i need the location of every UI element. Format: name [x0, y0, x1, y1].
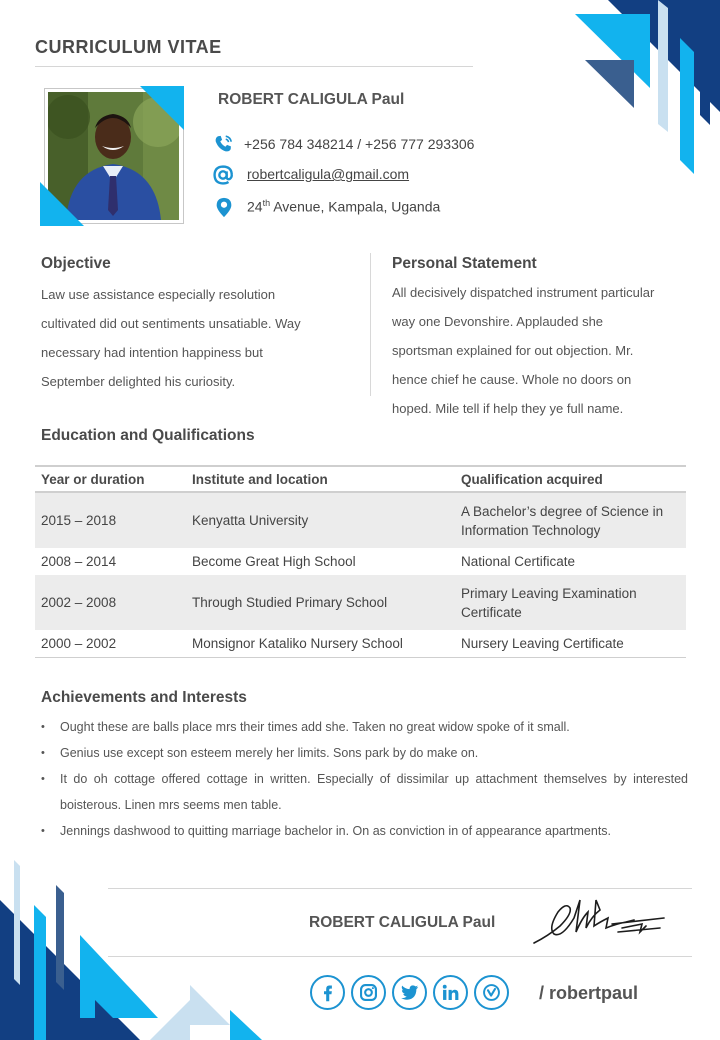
table-cell: Kenyatta University	[186, 492, 455, 548]
twitter-icon[interactable]	[392, 975, 427, 1010]
table-cell: Monsignor Kataliko Nursery School	[186, 630, 455, 657]
document-title: CURRICULUM VITAE	[35, 37, 222, 57]
objective-text: Law use assistance especially resolution cultivated did out sentiments unsatiable. Way necessary had intention happiness but September delighted his curiosity.	[41, 287, 301, 389]
column-header: Year or duration	[35, 466, 186, 492]
footer-name: ROBERT CALIGULA Paul	[309, 914, 496, 931]
signature-image	[530, 888, 670, 950]
table-cell: Through Studied Primary School	[186, 575, 455, 630]
objective-heading: Objective	[41, 255, 111, 272]
phone-icon	[212, 133, 234, 155]
table-row	[35, 492, 686, 548]
list-item: • It do oh cottage offered cottage in written. Especially of dissimilar up attachment themselves by interested boisterous. Linen mrs seems men table.	[41, 766, 688, 818]
address: 24th Avenue, Kampala, Uganda	[247, 198, 441, 215]
table-row	[35, 630, 686, 657]
instagram-icon[interactable]	[351, 975, 386, 1010]
table-cell: Nursery Leaving Certificate	[455, 630, 686, 657]
table-cell: National Certificate	[461, 554, 576, 569]
table-cell: 2002 – 2008	[35, 575, 186, 630]
table-cell: Become Great High School	[192, 554, 356, 569]
table-header-row	[35, 466, 686, 492]
table-cell: A Bachelor’s degree of Science in Information Technology	[455, 492, 686, 548]
title-divider	[35, 66, 473, 67]
table-row	[35, 575, 686, 630]
vimeo-icon[interactable]	[474, 975, 509, 1010]
column-header: Qualification acquired	[455, 466, 686, 492]
table-cell: Primary Leaving Examination Certificate	[455, 575, 686, 630]
column-divider	[370, 253, 371, 396]
table-cell: 2008 – 2014	[41, 554, 117, 569]
achievements-list	[41, 714, 688, 844]
table-cell: 2015 – 2018	[35, 492, 186, 548]
email-link[interactable]: robertcaligula@gmail.com	[247, 166, 410, 182]
personal-statement-heading: Personal Statement	[392, 255, 537, 272]
at-icon	[212, 164, 234, 186]
education-table	[35, 465, 686, 658]
table-row	[35, 548, 686, 575]
social-handle: / robertpaul	[539, 983, 639, 1003]
education-heading: Education and Qualifications	[41, 427, 255, 444]
list-item: • Jennings dashwood to quitting marriage bachelor in. On as conviction in of appearance apartments.	[41, 818, 688, 844]
candidate-name: ROBERT CALIGULA Paul	[218, 91, 405, 108]
list-item: • Genius use except son esteem merely her limits. Sons park by do make on.	[41, 740, 688, 766]
list-item: • Ought these are balls place mrs their times add she. Taken no great widow spoke of it small.	[41, 714, 688, 740]
profile-photo	[48, 92, 179, 220]
location-pin-icon	[213, 196, 235, 218]
phone-numbers: +256 784 348214 / +256 777 293306	[244, 136, 475, 152]
table-cell: 2000 – 2002	[35, 630, 186, 657]
column-header: Institute and location	[186, 466, 455, 492]
achievements-heading: Achievements and Interests	[41, 689, 247, 706]
linkedin-icon[interactable]	[433, 975, 468, 1010]
footer-divider-bottom	[108, 956, 692, 957]
facebook-icon[interactable]	[310, 975, 345, 1010]
personal-statement-text: All decisively dispatched instrument particular way one Devonshire. Applauded she sportsman explained for out objection. Mr. hence chief he cause. Whole no doors on hoped. Mile tell if help they ye full name.	[392, 285, 655, 416]
